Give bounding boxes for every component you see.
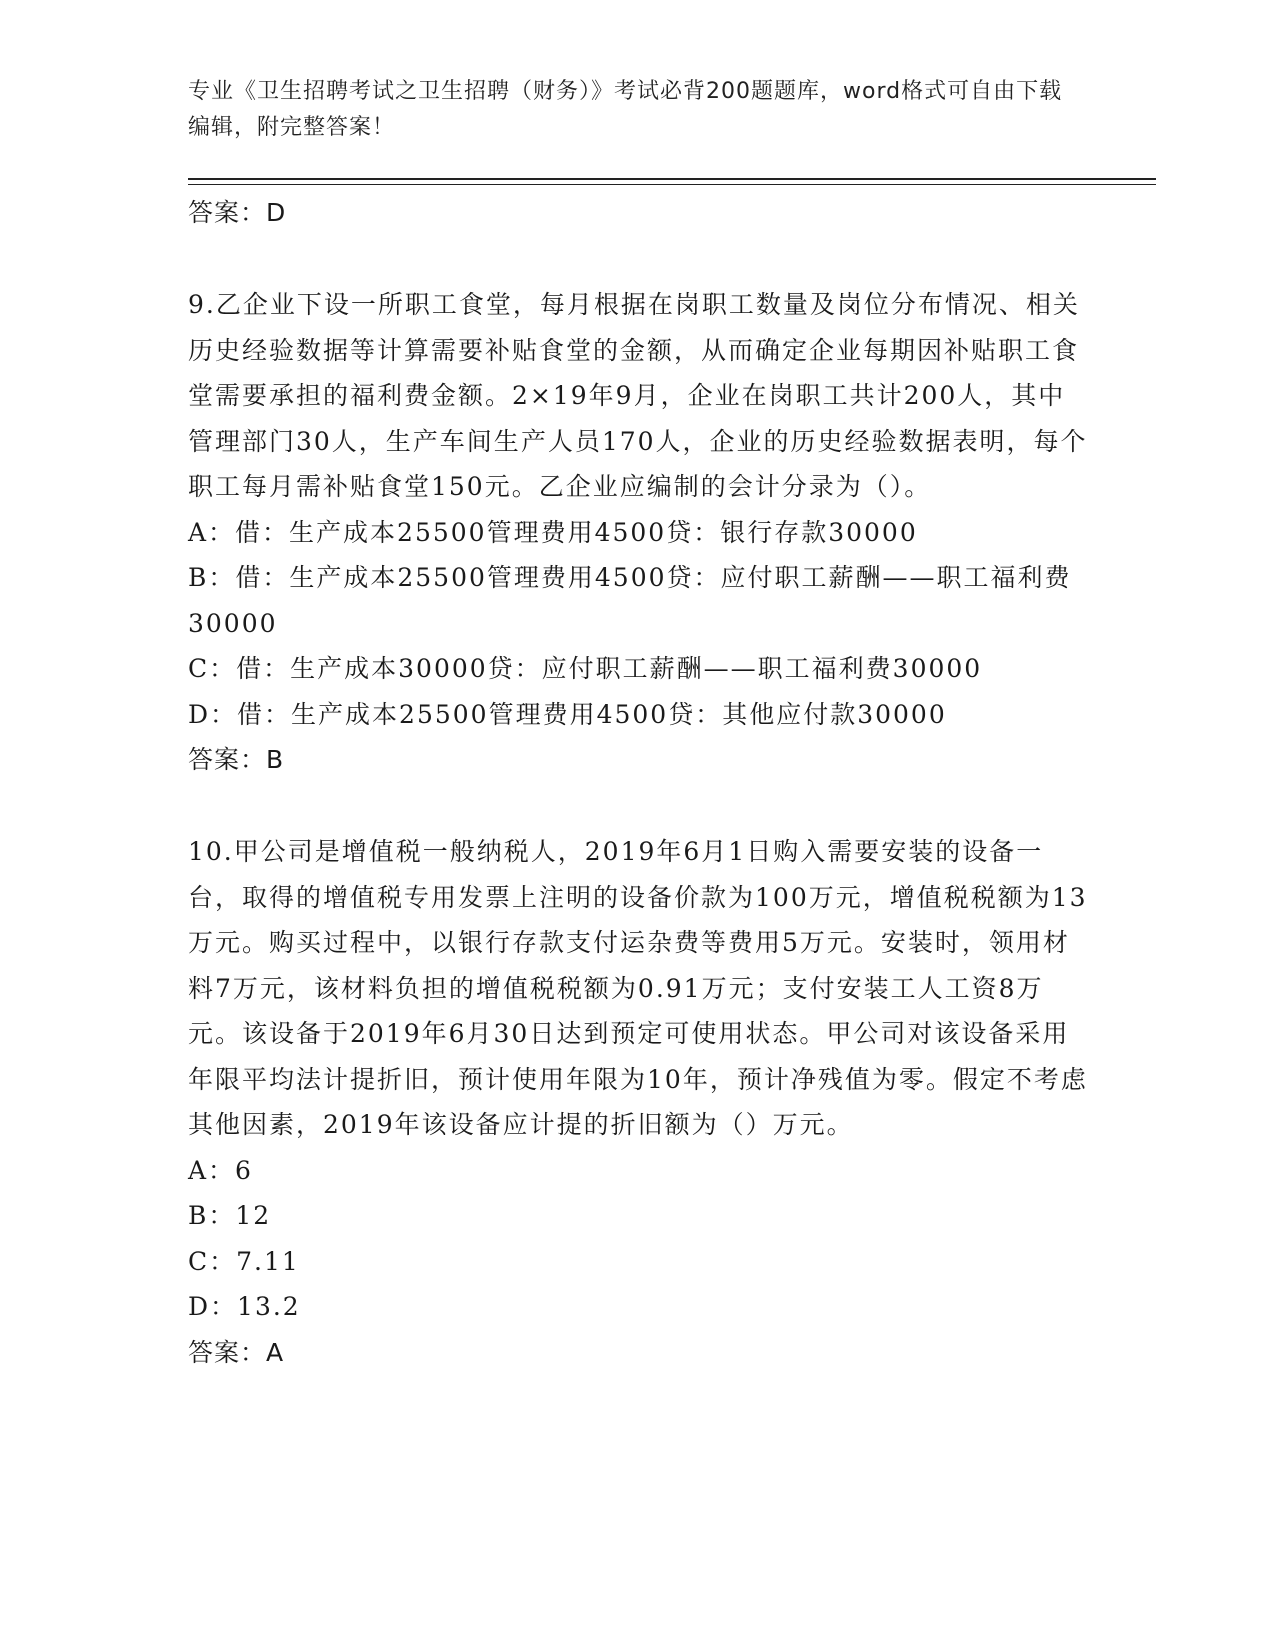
option-d: D：13.2 [188, 1292, 301, 1321]
document-header: 专业《卫生招聘考试之卫生招聘（财务）》考试必背200题题库，word格式可自由下载编辑，附完整答案！ [188, 79, 1063, 140]
option-a: A：借：生产成本25500管理费用4500贷：银行存款30000 [188, 517, 918, 547]
answer-line: 答案：D [188, 198, 287, 227]
answer-line: 答案：B [188, 745, 285, 774]
header-rule-thick [188, 178, 1156, 180]
option-c: C：7.11 [188, 1246, 300, 1276]
option-d: D：借：生产成本25500管理费用4500贷：其他应付款30000 [188, 699, 947, 729]
option-c: C：借：生产成本30000贷：应付职工薪酬——职工福利费30000 [188, 654, 983, 683]
question-content [188, 190, 1088, 1376]
answer-line: 答案：A [188, 1337, 285, 1367]
question-stem: 10.甲公司是增值税一般纳税人，2019年6月1日购入需要安装的设备一台，取得的增值税专用发票上注明的设备价款为100万元，增值税税额为13万元。购买过程中，以银行存款支付运杂费等费用5万元。安装时，领用材料7万元，该材料负担的增值税税额为0.91万元；支付安装工人工资8万元。该设备于2019年6月30日达到预定可使用状态。甲公司对该设备采用年限平均法计提折旧，预计使用年限为10年，预计净残值为零。假定不考虑其他因素，2019年该设备应计提的折旧额为（）万元。 [188, 837, 1088, 1139]
header-rule-thin [188, 184, 1156, 185]
question-stem: 9.乙企业下设一所职工食堂，每月根据在岗职工数量及岗位分布情况、相关历史经验数据等计算需要补贴食堂的金额，从而确定企业每期因补贴职工食堂需要承担的福利费金额。2×19年9月，企业在岗职工共计200人，其中管理部门30人，生产车间生产人员170人，企业的历史经验数据表明，每个职工每月需补贴食堂150元。乙企业应编制的会计分录为（）。 [188, 290, 1088, 501]
option-a: A：6 [188, 1155, 253, 1185]
option-b: B：12 [188, 1201, 272, 1230]
option-b: B：借：生产成本25500管理费用4500贷：应付职工薪酬——职工福利费30000 [188, 563, 1072, 638]
